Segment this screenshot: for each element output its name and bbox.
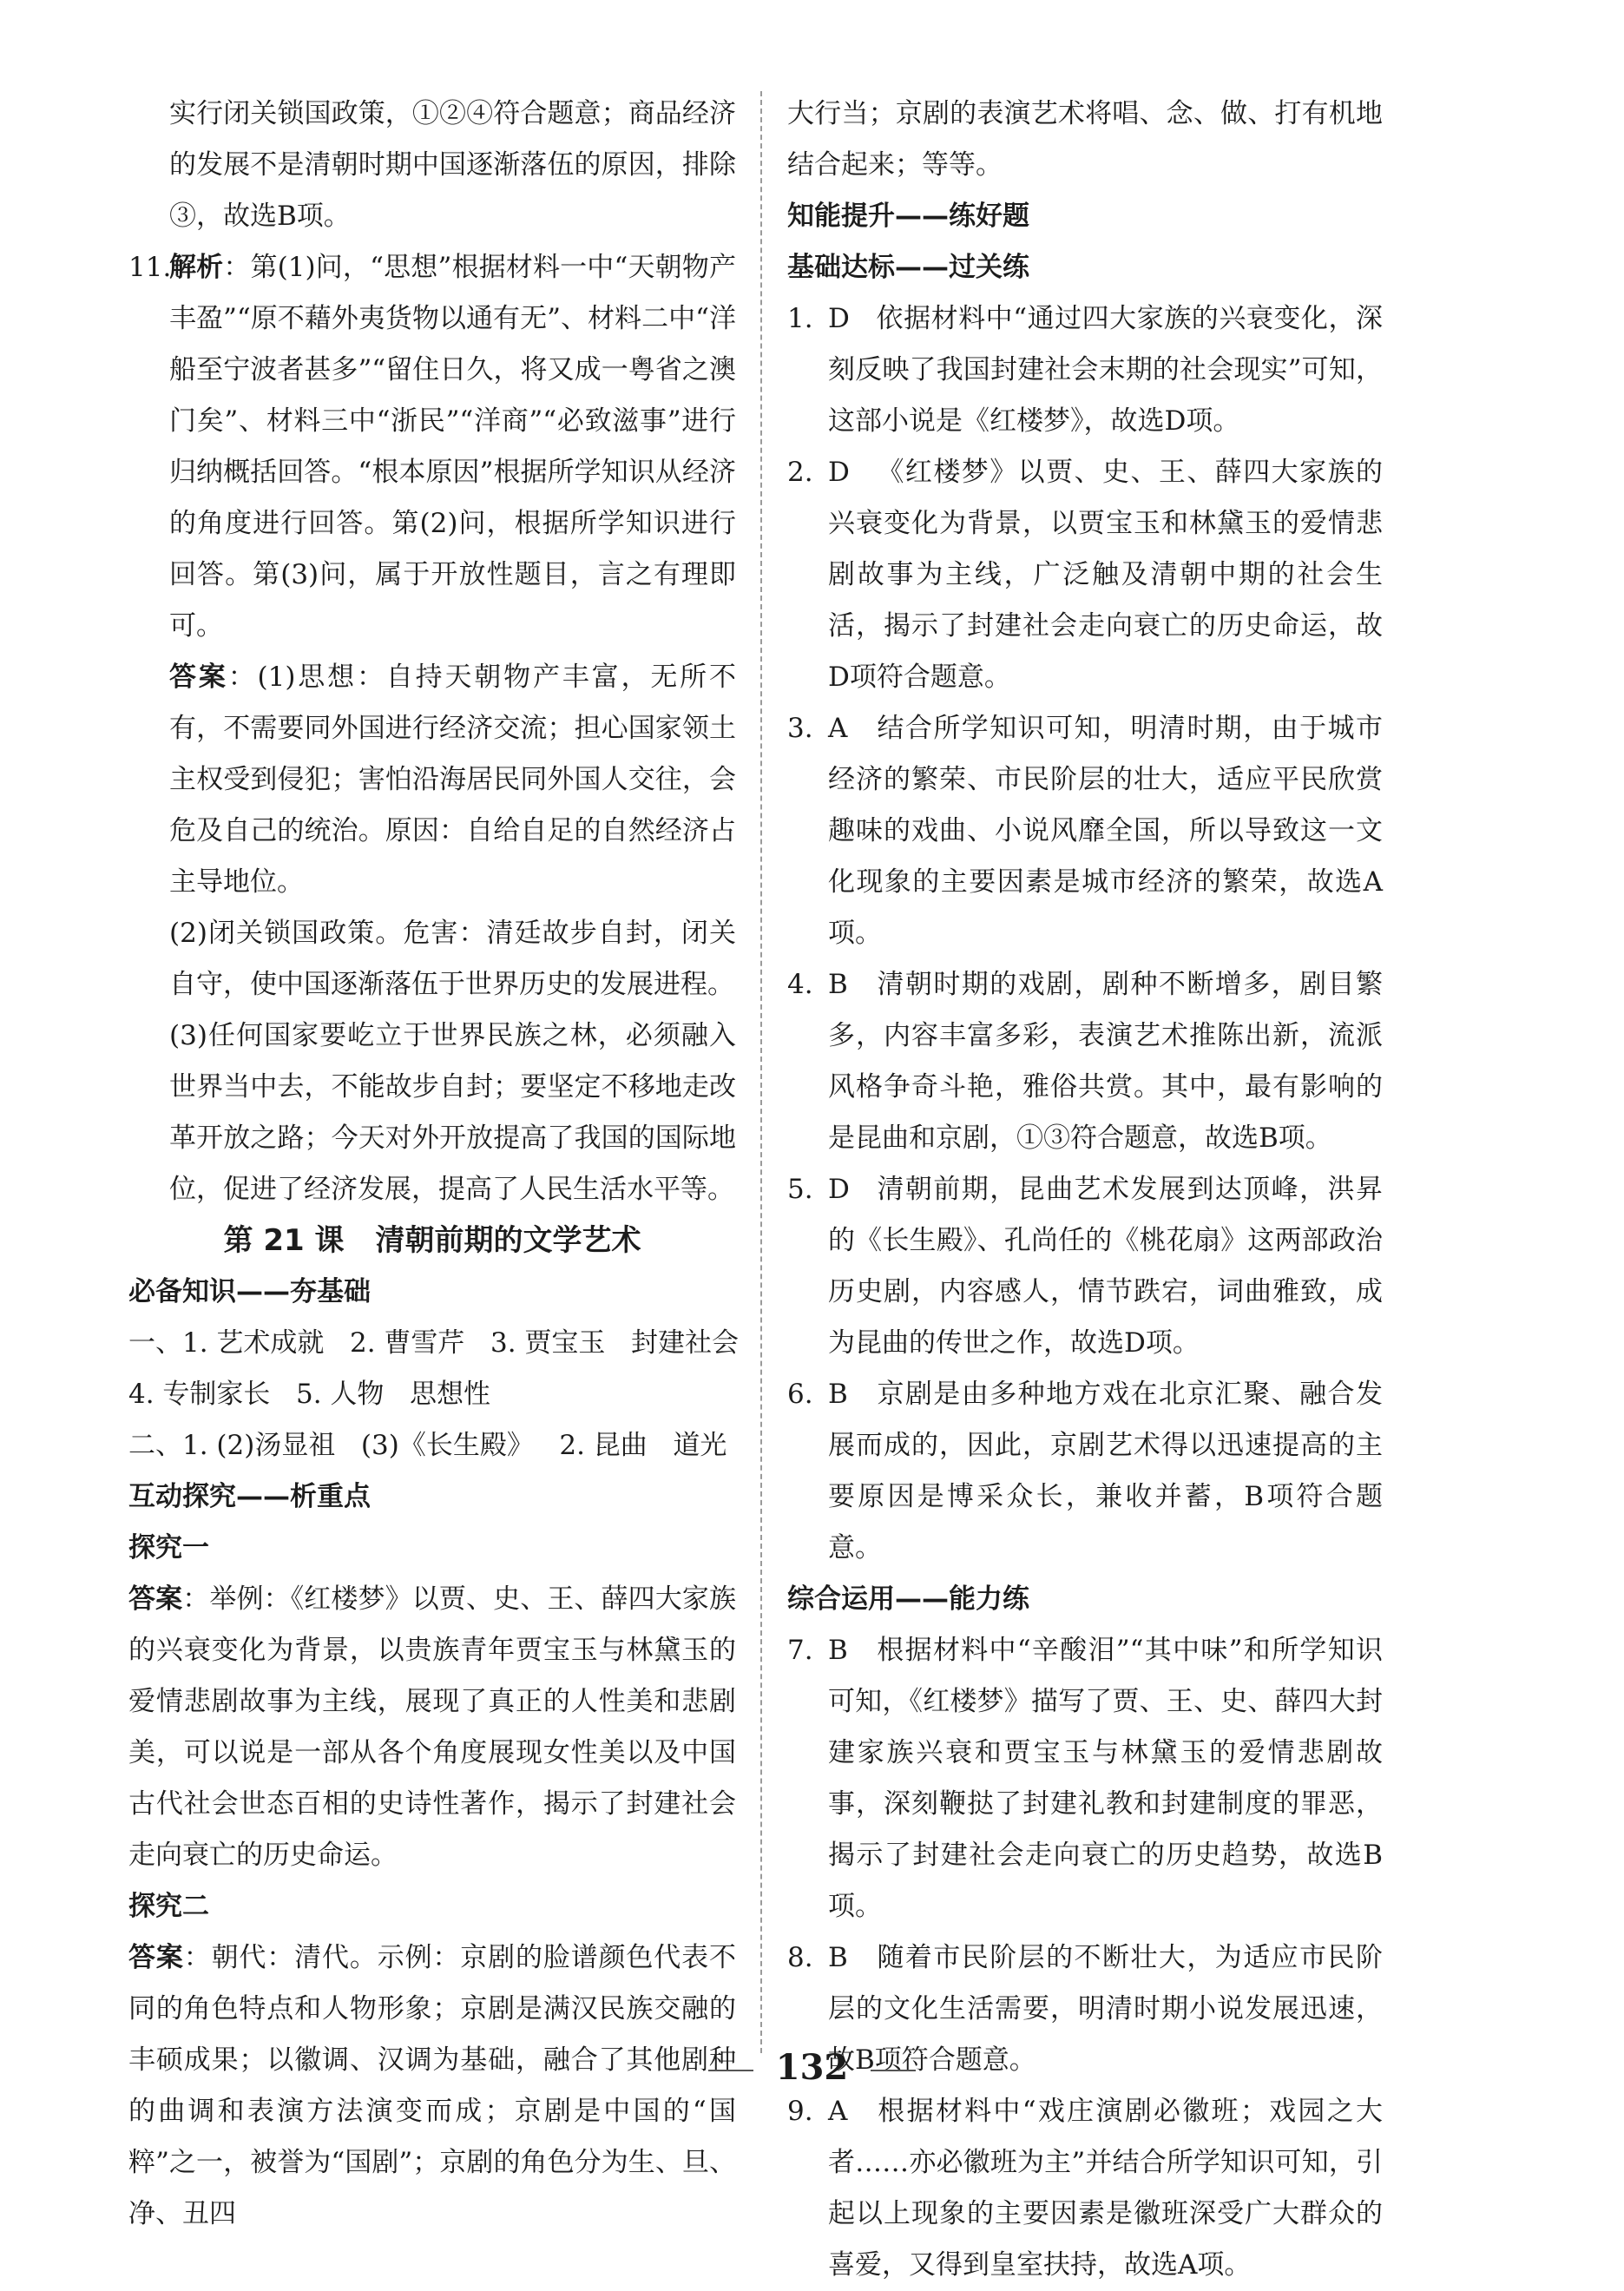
answer-item-4: 4. B 清朝时期的戏剧，剧种不断增多，剧目繁多，内容丰富多彩，表演艺术推陈出新，流派风格争奇斗艳，雅俗共赏。其中，最有影响的是昆曲和京剧，①③符合题意，故选B项。 — [787, 959, 1383, 1164]
tanjiu-2-heading: 探究二 — [128, 1891, 209, 1922]
column-divider — [760, 91, 762, 2053]
answer-item-2: 2. D 《红楼梦》以贾、史、王、薛四大家族的兴衰变化为背景，以贾宝玉和林黛玉的爱情悲剧故事为主线，广泛触及清朝中期的社会生活，揭示了封建社会走向衰亡的历史命运，故D项符合题意。 — [787, 447, 1383, 703]
answer-item-3: 3. A 结合所学知识可知，明清时期，由于城市经济的繁荣、市民阶层的壮大，适应平民欣赏趣味的戏曲、小说风靡全国，所以导致这一文化现象的主要因素是城市经济的繁荣，故选A项。 — [787, 703, 1383, 959]
tanjiu-1-heading: 探究一 — [128, 1532, 209, 1564]
answer-item-9: 9. A 根据材料中“戏庄演剧必徽班；戏园之大者……亦必徽班为主”并结合所学知识可知，引起以上现象的主要因素是徽班深受广大群众的喜爱，又得到皇室扶持，故选A项。 — [787, 2086, 1383, 2291]
answer-letter: B — [828, 1942, 848, 1973]
section-heading-bibei: 必备知识——夯基础 — [128, 1276, 371, 1307]
lesson-number: 第 21 课 — [223, 1223, 345, 1258]
answer-item-8: 8. B 随着市民阶层的不断壮大，为适应市民阶层的文化生活需要，明清时期小说发展迅速，故B项符合题意。 — [787, 1932, 1383, 2086]
answer-letter: A — [828, 713, 848, 744]
tanjiu-2-continuation: 大行当；京剧的表演艺术将唱、念、做、打有机地结合起来；等等。 — [787, 98, 1383, 181]
tanjiu-2-answer: 答案：朝代：清代。示例：京剧的脸谱颜色代表不同的角色特点和人物形象；京剧是满汉民族交融的丰硕成果；以徽调、汉调为基础，融合了其他剧种的曲调和表演方法演变而成；京剧是中国的“国粹”之一，被誉为“国剧”；京剧的角色分为生、旦、净、丑四 — [128, 1942, 737, 2229]
page-number: 132 — [0, 2042, 1624, 2094]
page-number-dash-right — [871, 2070, 916, 2071]
q11-answer-2: (2)闭关锁国政策。危害：清廷故步自封，闭关自守，使中国逐渐落伍于世界历史的发展进程。 — [169, 918, 736, 1000]
answer-letter: D — [828, 1174, 850, 1205]
q10-continuation: 实行闭关锁国政策，①②④符合题意；商品经济的发展不是清朝时期中国逐渐落伍的原因，排除③，故选B项。 — [169, 98, 736, 232]
right-column — [787, 89, 1383, 2291]
answer-item-5: 5. D 清朝前期，昆曲艺术发展到达顶峰，洪昇的《长生殿》、孔尚任的《桃花扇》这两部政治历史剧，内容感人，情节跌宕，词曲雅致，成为昆曲的传世之作，故选D项。 — [787, 1164, 1383, 1369]
section-heading-jichu: 基础达标——过关练 — [787, 252, 1029, 283]
answer-letter: B — [828, 969, 848, 1000]
q11-analysis-label: 解析 — [169, 252, 224, 283]
q11-answer-3: (3)任何国家要屹立于世界民族之林，必须融入世界当中去，不能故步自封；要坚定不移地走改革开放之路；今天对外开放提高了我国的国际地位，促进了经济发展，提高了人民生活水平等。 — [169, 1020, 736, 1205]
bibei-row: 一、1. 艺术成就 2. 曹雪芹 3. 贾宝玉 封建社会 — [128, 1327, 739, 1359]
section-heading-zonghe: 综合运用——能力练 — [787, 1583, 1029, 1615]
answer-item-7: 7. B 根据材料中“辛酸泪”“其中味”和所学知识可知，《红楼梦》描写了贾、王、史、薛四大封建家族兴衰和贾宝玉与林黛玉的爱情悲剧故事，深刻鞭挞了封建礼教和封建制度的罪恶，揭示了封建社会走向衰亡的历史趋势，故选B项。 — [787, 1625, 1383, 1932]
answer-letter: B — [828, 1635, 848, 1666]
q11-answer-label: 答案 — [169, 662, 228, 693]
section-heading-zhineng: 知能提升——练好题 — [787, 201, 1029, 232]
q11-analysis-text: ：第(1)问，“思想”根据材料一中“天朝物产丰盈”“原不藉外夷货物以通有无”、材料二中“洋船至宁波者甚多”“留住日久，将又成一粤省之澳门矣”、材料三中“浙民”“洋商”“必致滋事”进行归纳概括回答。“根本原因”根据所学知识从经济的角度进行回答。第(2)问，根据所学知识进行回答。第(3)问，属于开放性题目，言之有理即可。 — [169, 252, 736, 642]
page-number-dash-left — [708, 2070, 753, 2071]
q11-answer-1: 答案：(1)思想：自持天朝物产丰富，无所不有，不需要同外国进行经济交流；担心国家领土主权受到侵犯；害怕沿海居民同外国人交往，会危及自己的统治。原因：自给自足的自然经济占主导地位。 — [169, 662, 737, 898]
answer-letter: D — [828, 303, 850, 334]
left-column — [128, 89, 739, 2240]
q11-analysis — [128, 242, 736, 652]
answer-letter: B — [828, 1379, 848, 1410]
answer-item-6: 6. B 京剧是由多种地方戏在北京汇聚、融合发展而成的，因此，京剧艺术得以迅速提高的主要原因是博采众长，兼收并蓄，B项符合题意。 — [787, 1369, 1383, 1574]
answer-item-1: 1. D 依据材料中“通过四大家族的兴衰变化，深刻反映了我国封建社会末期的社会现实”可知，这部小说是《红楼梦》，故选D项。 — [787, 293, 1383, 447]
lesson-name: 清朝前期的文学艺术 — [375, 1223, 641, 1258]
q11-number: 11. — [128, 252, 172, 283]
lesson-title — [128, 1215, 736, 1267]
tanjiu-1-answer: 答案：举例：《红楼梦》以贾、史、王、薛四大家族的兴衰变化为背景，以贵族青年贾宝玉与林黛玉的爱情悲剧故事为主线，展现了真正的人性美和悲剧美，可以说是一部从各个角度展现女性美以及中国古代社会世态百相的史诗性著作，揭示了封建社会走向衰亡的历史命运。 — [128, 1583, 737, 1871]
bibei-row: 二、1. (2)汤显祖 (3)《长生殿》 2. 昆曲 道光 — [128, 1430, 727, 1461]
section-heading-hudong: 互动探究——析重点 — [128, 1481, 371, 1512]
bibei-row: 4. 专制家长 5. 人物 思想性 — [128, 1379, 490, 1410]
answer-letter: A — [828, 2096, 848, 2127]
answer-letter: D — [828, 457, 850, 488]
